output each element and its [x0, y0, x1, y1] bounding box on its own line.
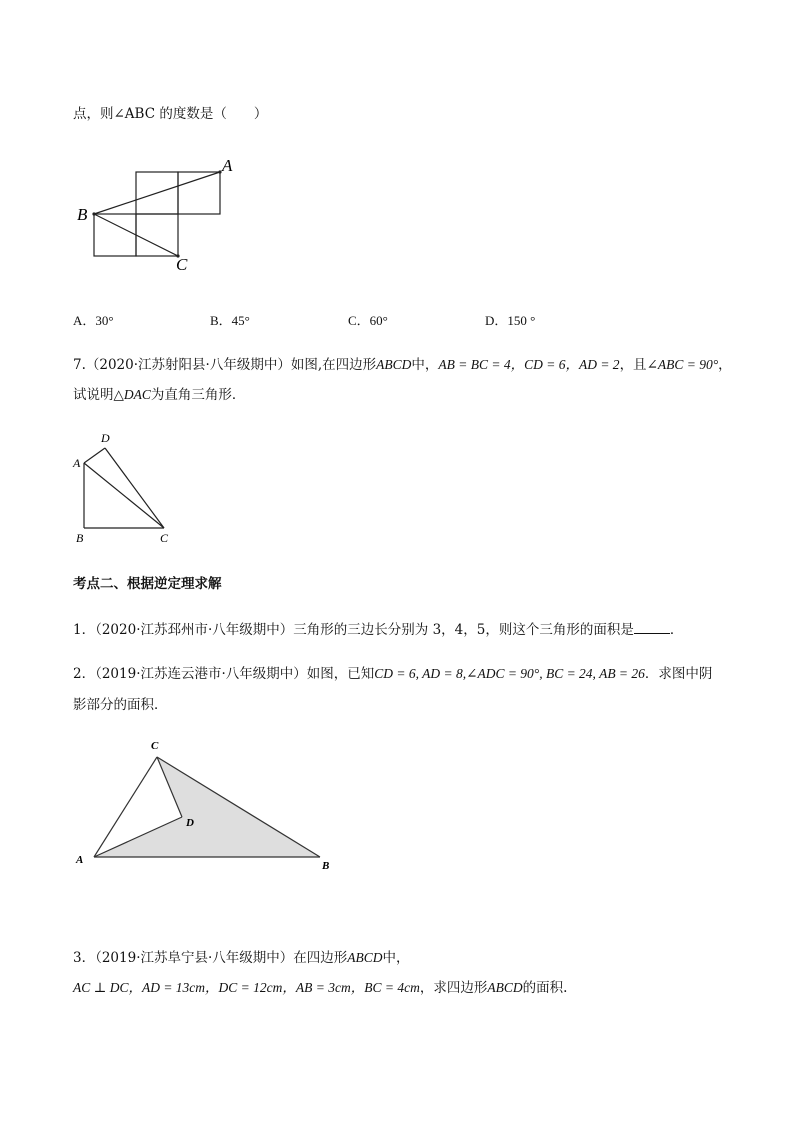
section-title: 考点二、根据逆定理求解 [73, 576, 222, 592]
s2q2-stem-line2: 影部分的面积． [73, 697, 168, 713]
q6-label-b: B [77, 205, 88, 224]
q6-label-c: C [176, 255, 188, 274]
q7-label-c: C [160, 531, 169, 545]
q6-stem: 点，则∠ABC 的度数是（ ） [73, 106, 268, 122]
q7-label-d: D [101, 431, 110, 445]
option-b[interactable]: B．45° [210, 313, 250, 328]
s2q1-stem: 1．（2020·江苏邳州市·八年级期中）三角形的三边长分别为 3，4，5，则这个三角形的面积是 ． [73, 622, 684, 638]
q6-label-a: A [222, 156, 233, 175]
option-d[interactable]: D．150 ° [485, 313, 536, 328]
s2q2-stem: 2．（2019·江苏连云港市·八年级期中）如图，已知CD = 6, AD = 8,∠ADC = 90°, BC = 24, AB = 26．求图中阴 [73, 666, 713, 682]
s2q2-label-a: A [76, 854, 84, 866]
q7-stem-line2: 试说明△DAC为直角三角形． [73, 387, 246, 403]
q7-quad-figure [72, 400, 182, 545]
s2q2-triangle-figure [72, 735, 347, 875]
q7-label-a: A [73, 456, 81, 470]
s2q2-label-c: C [151, 740, 159, 752]
s2q3-stem: 3．（2019·江苏阜宁县·八年级期中）在四边形ABCD中， [73, 950, 410, 966]
s2q2-label-d: D [186, 817, 194, 829]
option-a[interactable]: A．30° [73, 313, 114, 328]
option-c[interactable]: C．60° [348, 313, 388, 328]
answer-blank[interactable] [634, 621, 670, 634]
s2q2-label-b: B [322, 860, 330, 872]
q7-label-b: B [76, 531, 84, 545]
q6-grid-figure [70, 150, 240, 275]
s2q3-stem-line2: AC ⊥ DC，AD = 13cm，DC = 12cm，AB = 3cm，BC = 4cm，求四边形ABCD的面积. [73, 980, 568, 996]
q7-stem: 7.（2020·江苏射阳县·八年级期中）如图,在四边形ABCD中，AB = BC = 4，CD = 6，AD = 2，且∠ABC = 90°， [73, 357, 732, 373]
